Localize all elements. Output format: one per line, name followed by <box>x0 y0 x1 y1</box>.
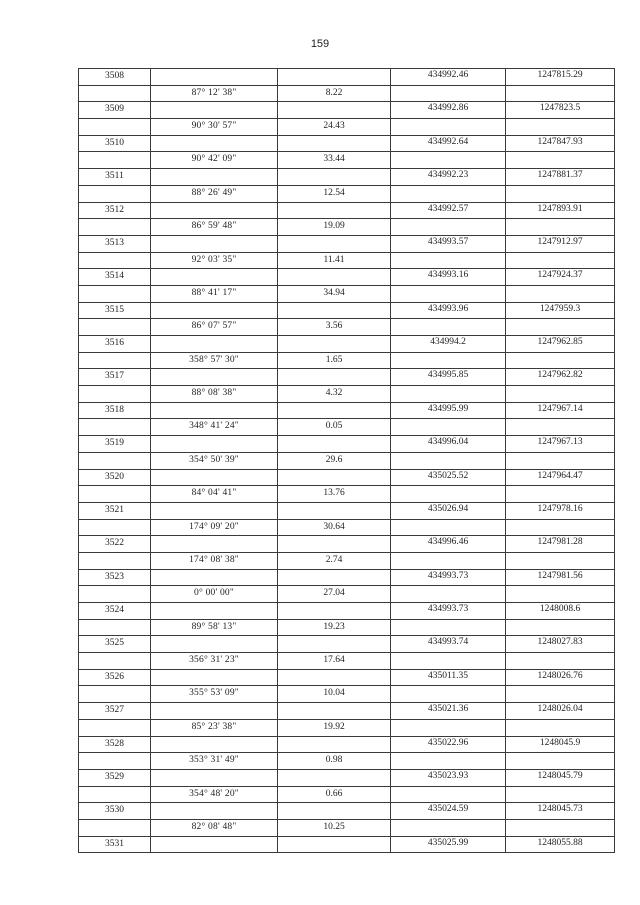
segment-distance: 0.98 <box>278 753 391 770</box>
empty-cell <box>278 169 391 186</box>
empty-cell <box>391 86 506 103</box>
coordinate-y: 1247893.91 <box>506 203 615 220</box>
segment-angle: 348° 41' 24" <box>151 419 278 436</box>
segment-row <box>79 620 615 637</box>
coordinate-y: 1247967.14 <box>506 403 615 420</box>
empty-cell <box>278 102 391 119</box>
segment-angle: 353° 31' 49" <box>151 753 278 770</box>
empty-cell <box>79 353 151 370</box>
segment-angle: 87° 12' 38" <box>151 86 278 103</box>
empty-cell <box>278 236 391 253</box>
vertex-number: 3513 <box>79 236 151 253</box>
empty-cell <box>506 353 615 370</box>
empty-cell <box>391 686 506 703</box>
empty-cell <box>151 703 278 720</box>
empty-cell <box>151 636 278 653</box>
empty-cell <box>151 737 278 754</box>
coordinate-x: 435025.52 <box>391 470 506 487</box>
vertex-number: 3515 <box>79 303 151 320</box>
coordinate-y: 1247924.37 <box>506 269 615 286</box>
vertex-row <box>79 69 615 86</box>
vertex-row <box>79 703 615 720</box>
empty-cell <box>151 770 278 787</box>
vertex-number: 3508 <box>79 69 151 86</box>
coordinate-y: 1247881.37 <box>506 169 615 186</box>
empty-cell <box>151 102 278 119</box>
empty-cell <box>506 620 615 637</box>
empty-cell <box>278 536 391 553</box>
segment-row <box>79 219 615 236</box>
empty-cell <box>506 219 615 236</box>
coordinate-x: 434996.04 <box>391 436 506 453</box>
coordinate-y: 1247962.85 <box>506 336 615 353</box>
segment-angle: 86° 59' 48" <box>151 219 278 236</box>
coordinate-y: 1248026.76 <box>506 670 615 687</box>
vertex-row <box>79 470 615 487</box>
empty-cell <box>151 570 278 587</box>
empty-cell <box>391 553 506 570</box>
coordinate-x: 434992.23 <box>391 169 506 186</box>
empty-cell <box>506 419 615 436</box>
vertex-row <box>79 403 615 420</box>
coordinate-y: 1247823.5 <box>506 102 615 119</box>
empty-cell <box>391 386 506 403</box>
vertex-row <box>79 203 615 220</box>
coordinate-x: 434992.86 <box>391 102 506 119</box>
segment-row <box>79 553 615 570</box>
empty-cell <box>278 269 391 286</box>
coordinate-y: 1248045.79 <box>506 770 615 787</box>
vertex-row <box>79 570 615 587</box>
empty-cell <box>79 753 151 770</box>
segment-angle: 358° 57' 30" <box>151 353 278 370</box>
empty-cell <box>391 419 506 436</box>
empty-cell <box>151 536 278 553</box>
coordinate-y: 1247912.97 <box>506 236 615 253</box>
coordinate-y: 1247847.93 <box>506 136 615 153</box>
segment-distance: 0.05 <box>278 419 391 436</box>
segment-row <box>79 486 615 503</box>
empty-cell <box>151 603 278 620</box>
empty-cell <box>151 503 278 520</box>
segment-distance: 10.25 <box>278 820 391 837</box>
vertex-row <box>79 770 615 787</box>
empty-cell <box>278 737 391 754</box>
empty-cell <box>391 787 506 804</box>
segment-row <box>79 820 615 837</box>
coordinate-y: 1247967.13 <box>506 436 615 453</box>
vertex-row <box>79 369 615 386</box>
coordinate-x: 434992.64 <box>391 136 506 153</box>
vertex-number: 3522 <box>79 536 151 553</box>
coordinate-x: 434992.46 <box>391 69 506 86</box>
segment-angle: 88° 26' 49" <box>151 186 278 203</box>
segment-distance: 34.94 <box>278 286 391 303</box>
empty-cell <box>391 219 506 236</box>
segment-row <box>79 419 615 436</box>
segment-distance: 0.66 <box>278 787 391 804</box>
empty-cell <box>79 319 151 336</box>
coordinate-x: 434992.57 <box>391 203 506 220</box>
empty-cell <box>506 319 615 336</box>
vertex-row <box>79 837 615 854</box>
coordinate-x: 434994.2 <box>391 336 506 353</box>
empty-cell <box>151 136 278 153</box>
empty-cell <box>506 286 615 303</box>
empty-cell <box>506 820 615 837</box>
coordinate-y: 1247981.56 <box>506 570 615 587</box>
empty-cell <box>278 136 391 153</box>
empty-cell <box>151 436 278 453</box>
segment-row <box>79 720 615 737</box>
empty-cell <box>79 586 151 603</box>
empty-cell <box>506 753 615 770</box>
empty-cell <box>506 386 615 403</box>
vertex-number: 3514 <box>79 269 151 286</box>
vertex-row <box>79 670 615 687</box>
empty-cell <box>391 286 506 303</box>
empty-cell <box>391 586 506 603</box>
vertex-row <box>79 503 615 520</box>
coordinate-x: 434993.57 <box>391 236 506 253</box>
segment-distance: 12.54 <box>278 186 391 203</box>
empty-cell <box>79 419 151 436</box>
coordinate-x: 435022.96 <box>391 737 506 754</box>
empty-cell <box>79 820 151 837</box>
empty-cell <box>391 253 506 270</box>
empty-cell <box>278 203 391 220</box>
coordinate-x: 435023.93 <box>391 770 506 787</box>
empty-cell <box>391 520 506 537</box>
segment-row <box>79 353 615 370</box>
segment-angle: 88° 08' 38" <box>151 386 278 403</box>
coordinate-x: 434993.96 <box>391 303 506 320</box>
empty-cell <box>151 336 278 353</box>
coordinate-x: 435026.94 <box>391 503 506 520</box>
empty-cell <box>278 570 391 587</box>
vertex-row <box>79 236 615 253</box>
page-number: 159 <box>310 38 330 50</box>
empty-cell <box>151 837 278 854</box>
empty-cell <box>79 386 151 403</box>
empty-cell <box>79 620 151 637</box>
empty-cell <box>506 686 615 703</box>
segment-distance: 19.23 <box>278 620 391 637</box>
coordinate-x: 435021.36 <box>391 703 506 720</box>
segment-row <box>79 119 615 136</box>
empty-cell <box>79 119 151 136</box>
empty-cell <box>278 803 391 820</box>
empty-cell <box>391 152 506 169</box>
empty-cell <box>391 486 506 503</box>
empty-cell <box>79 186 151 203</box>
vertex-number: 3524 <box>79 603 151 620</box>
vertex-row <box>79 636 615 653</box>
coordinate-y: 1247964.47 <box>506 470 615 487</box>
coordinate-y: 1248026.04 <box>506 703 615 720</box>
coordinate-x: 435025.99 <box>391 837 506 854</box>
empty-cell <box>278 403 391 420</box>
segment-distance: 19.09 <box>278 219 391 236</box>
segment-angle: 354° 48' 20" <box>151 787 278 804</box>
vertex-row <box>79 603 615 620</box>
vertex-row <box>79 303 615 320</box>
coordinate-x: 435011.35 <box>391 670 506 687</box>
empty-cell <box>151 236 278 253</box>
coordinate-y: 1247978.16 <box>506 503 615 520</box>
empty-cell <box>79 653 151 670</box>
empty-cell <box>278 636 391 653</box>
empty-cell <box>151 269 278 286</box>
coordinate-table <box>78 68 615 853</box>
segment-row <box>79 686 615 703</box>
segment-angle: 0° 00' 00" <box>151 586 278 603</box>
vertex-number: 3519 <box>79 436 151 453</box>
vertex-number: 3529 <box>79 770 151 787</box>
empty-cell <box>151 169 278 186</box>
empty-cell <box>278 369 391 386</box>
vertex-number: 3510 <box>79 136 151 153</box>
coordinate-x: 434996.46 <box>391 536 506 553</box>
empty-cell <box>151 403 278 420</box>
vertex-number: 3518 <box>79 403 151 420</box>
empty-cell <box>391 820 506 837</box>
coordinate-x: 434993.16 <box>391 269 506 286</box>
vertex-row <box>79 269 615 286</box>
coordinate-y: 1248045.73 <box>506 803 615 820</box>
empty-cell <box>79 520 151 537</box>
coordinate-y: 1247962.82 <box>506 369 615 386</box>
coordinate-x: 435024.59 <box>391 803 506 820</box>
empty-cell <box>391 453 506 470</box>
segment-distance: 27.04 <box>278 586 391 603</box>
segment-distance: 19.92 <box>278 720 391 737</box>
empty-cell <box>278 303 391 320</box>
vertex-number: 3531 <box>79 837 151 854</box>
vertex-number: 3521 <box>79 503 151 520</box>
vertex-row <box>79 436 615 453</box>
empty-cell <box>151 470 278 487</box>
empty-cell <box>79 787 151 804</box>
vertex-number: 3512 <box>79 203 151 220</box>
segment-angle: 174° 08' 38" <box>151 553 278 570</box>
vertex-number: 3523 <box>79 570 151 587</box>
empty-cell <box>391 353 506 370</box>
empty-cell <box>506 787 615 804</box>
empty-cell <box>151 670 278 687</box>
segment-angle: 356° 31' 23" <box>151 653 278 670</box>
segment-row <box>79 453 615 470</box>
segment-angle: 86° 07' 57" <box>151 319 278 336</box>
segment-angle: 354° 50' 39" <box>151 453 278 470</box>
empty-cell <box>391 319 506 336</box>
vertex-number: 3509 <box>79 102 151 119</box>
coordinate-y: 1247815.29 <box>506 69 615 86</box>
segment-row <box>79 186 615 203</box>
empty-cell <box>79 286 151 303</box>
empty-cell <box>506 186 615 203</box>
segment-distance: 1.65 <box>278 353 391 370</box>
vertex-row <box>79 102 615 119</box>
coordinate-y: 1248027.83 <box>506 636 615 653</box>
empty-cell <box>391 186 506 203</box>
segment-angle: 89° 58' 13" <box>151 620 278 637</box>
coordinate-x: 434995.85 <box>391 369 506 386</box>
segment-row <box>79 253 615 270</box>
empty-cell <box>506 520 615 537</box>
segment-angle: 90° 42' 09" <box>151 152 278 169</box>
coordinate-y: 1248008.6 <box>506 603 615 620</box>
empty-cell <box>391 119 506 136</box>
coordinate-x: 434995.99 <box>391 403 506 420</box>
empty-cell <box>506 586 615 603</box>
segment-row <box>79 653 615 670</box>
segment-angle: 355° 53' 09" <box>151 686 278 703</box>
empty-cell <box>151 803 278 820</box>
empty-cell <box>391 620 506 637</box>
vertex-row <box>79 803 615 820</box>
coordinate-x: 434993.73 <box>391 603 506 620</box>
vertex-row <box>79 336 615 353</box>
segment-angle: 92° 03' 35" <box>151 253 278 270</box>
empty-cell <box>79 152 151 169</box>
empty-cell <box>79 720 151 737</box>
vertex-row <box>79 169 615 186</box>
empty-cell <box>151 369 278 386</box>
vertex-number: 3527 <box>79 703 151 720</box>
segment-distance: 3.56 <box>278 319 391 336</box>
empty-cell <box>506 119 615 136</box>
vertex-number: 3511 <box>79 169 151 186</box>
segment-row <box>79 787 615 804</box>
segment-distance: 33.44 <box>278 152 391 169</box>
empty-cell <box>79 253 151 270</box>
vertex-number: 3516 <box>79 336 151 353</box>
empty-cell <box>506 720 615 737</box>
segment-distance: 10.04 <box>278 686 391 703</box>
empty-cell <box>278 670 391 687</box>
segment-angle: 88° 41' 17" <box>151 286 278 303</box>
segment-row <box>79 586 615 603</box>
segment-angle: 174° 09' 20" <box>151 520 278 537</box>
vertex-number: 3526 <box>79 670 151 687</box>
vertex-row <box>79 737 615 754</box>
empty-cell <box>79 453 151 470</box>
segment-distance: 4.32 <box>278 386 391 403</box>
coordinate-x: 434993.73 <box>391 570 506 587</box>
empty-cell <box>278 770 391 787</box>
segment-row <box>79 386 615 403</box>
coordinate-y: 1248045.9 <box>506 737 615 754</box>
vertex-number: 3520 <box>79 470 151 487</box>
empty-cell <box>506 553 615 570</box>
empty-cell <box>506 653 615 670</box>
empty-cell <box>278 837 391 854</box>
segment-distance: 30.64 <box>278 520 391 537</box>
empty-cell <box>278 336 391 353</box>
vertex-row <box>79 136 615 153</box>
empty-cell <box>278 603 391 620</box>
segment-distance: 29.6 <box>278 453 391 470</box>
empty-cell <box>151 303 278 320</box>
empty-cell <box>79 553 151 570</box>
empty-cell <box>79 486 151 503</box>
segment-distance: 24.43 <box>278 119 391 136</box>
empty-cell <box>79 219 151 236</box>
empty-cell <box>79 86 151 103</box>
vertex-row <box>79 536 615 553</box>
coordinate-y: 1247981.28 <box>506 536 615 553</box>
empty-cell <box>391 720 506 737</box>
coordinate-y: 1248055.88 <box>506 837 615 854</box>
segment-row <box>79 152 615 169</box>
segment-angle: 90° 30' 57" <box>151 119 278 136</box>
empty-cell <box>278 69 391 86</box>
empty-cell <box>391 753 506 770</box>
empty-cell <box>278 470 391 487</box>
segment-angle: 84° 04' 41" <box>151 486 278 503</box>
empty-cell <box>506 486 615 503</box>
segment-row <box>79 286 615 303</box>
segment-distance: 11.41 <box>278 253 391 270</box>
segment-row <box>79 86 615 103</box>
empty-cell <box>151 203 278 220</box>
vertex-number: 3530 <box>79 803 151 820</box>
segment-row <box>79 319 615 336</box>
coordinate-y: 1247959.3 <box>506 303 615 320</box>
segment-angle: 85° 23' 38" <box>151 720 278 737</box>
empty-cell <box>278 703 391 720</box>
empty-cell <box>391 653 506 670</box>
empty-cell <box>151 69 278 86</box>
vertex-number: 3525 <box>79 636 151 653</box>
empty-cell <box>278 436 391 453</box>
segment-distance: 17.64 <box>278 653 391 670</box>
empty-cell <box>506 253 615 270</box>
empty-cell <box>506 86 615 103</box>
empty-cell <box>79 686 151 703</box>
segment-row <box>79 520 615 537</box>
segment-distance: 8.22 <box>278 86 391 103</box>
segment-angle: 82° 08' 48" <box>151 820 278 837</box>
segment-row <box>79 753 615 770</box>
empty-cell <box>506 152 615 169</box>
vertex-number: 3517 <box>79 369 151 386</box>
segment-distance: 13.76 <box>278 486 391 503</box>
segment-distance: 2.74 <box>278 553 391 570</box>
empty-cell <box>506 453 615 470</box>
coordinate-x: 434993.74 <box>391 636 506 653</box>
empty-cell <box>278 503 391 520</box>
vertex-number: 3528 <box>79 737 151 754</box>
